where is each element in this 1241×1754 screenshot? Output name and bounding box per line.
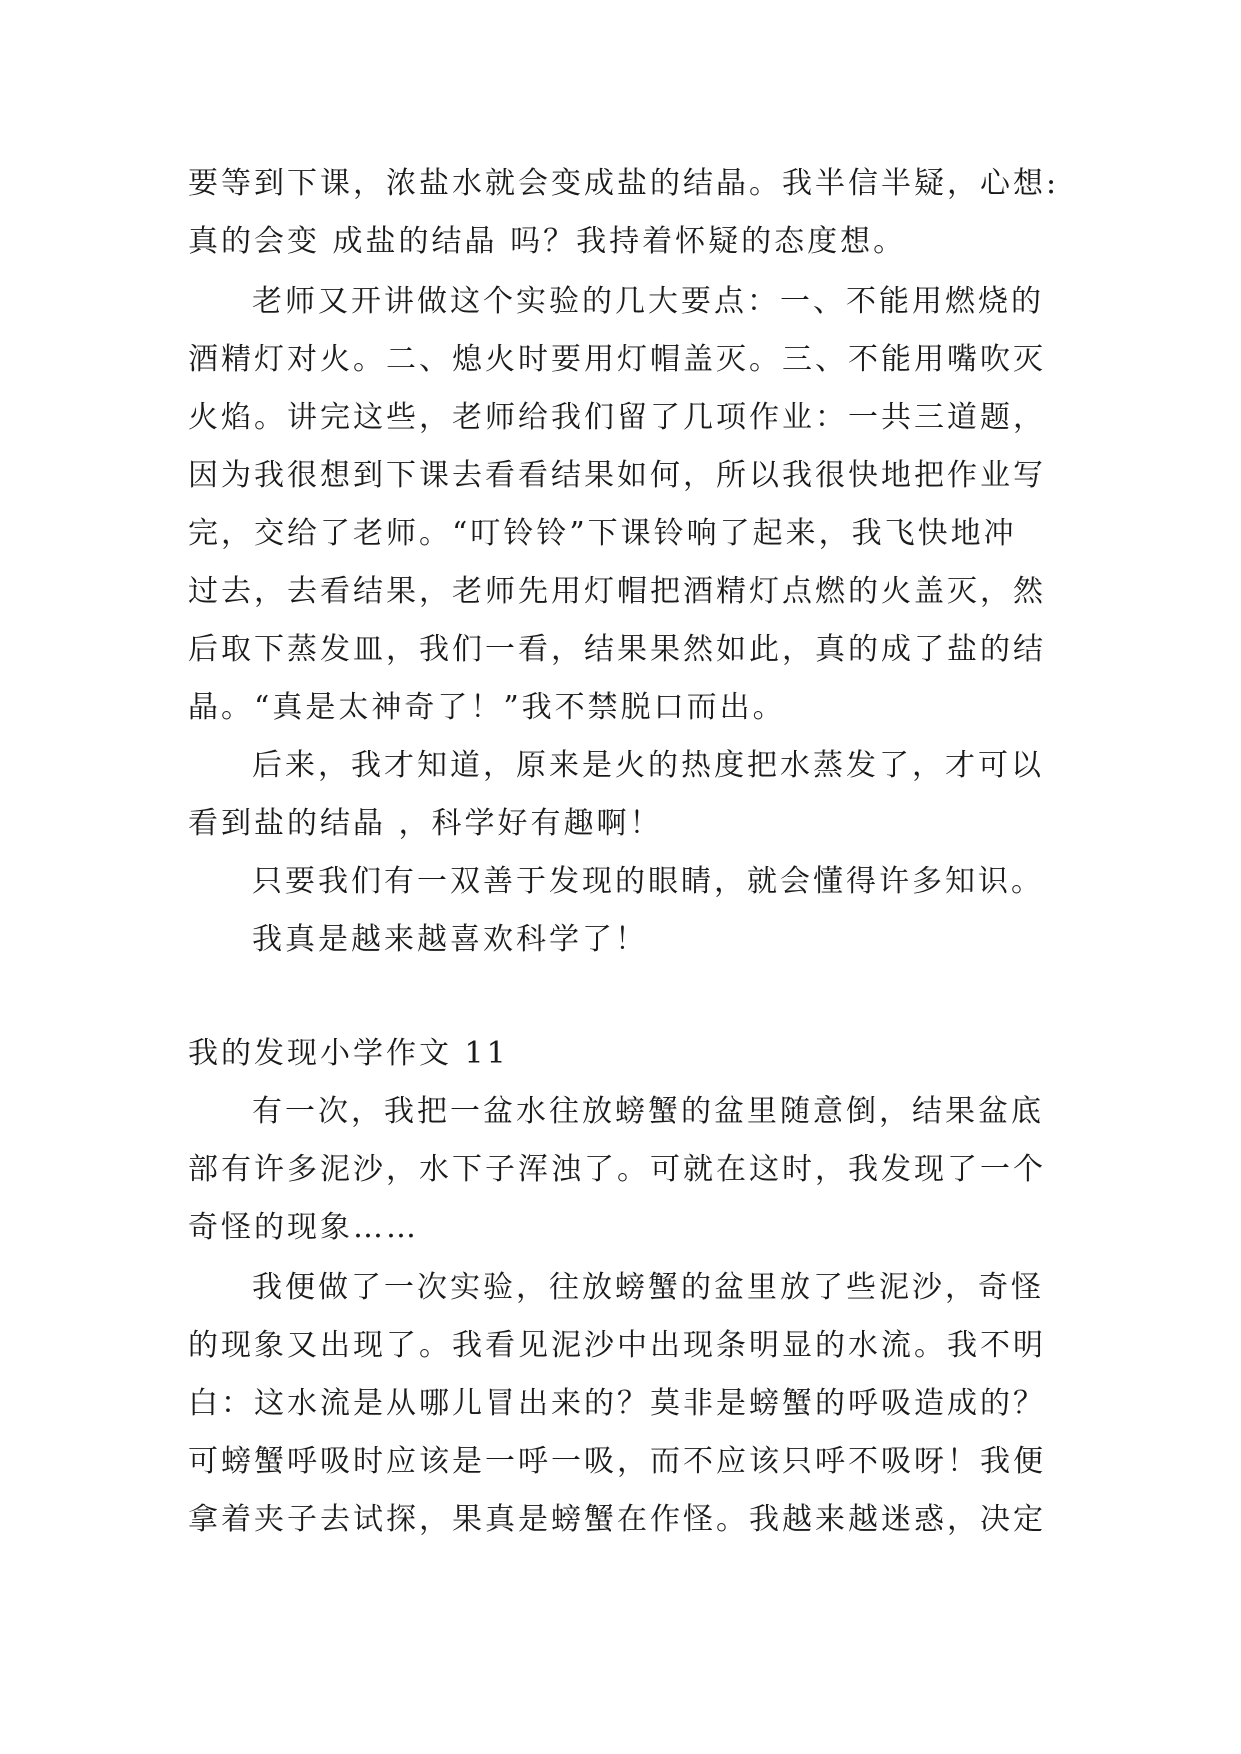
- text-line: 白：这水流是从哪儿冒出来的？莫非是螃蟹的呼吸造成的？: [188, 1386, 1046, 1421]
- text-line: 晶。“真是太神奇了！”我不禁脱口而出。: [188, 690, 786, 725]
- text-line: 部有许多泥沙，水下子浑浊了。可就在这时，我发现了一个: [188, 1152, 1046, 1187]
- paragraph-start: 只要我们有一双善于发现的眼睛，就会懂得许多知识。: [252, 864, 1044, 899]
- text-line: 奇怪的现象……: [188, 1210, 419, 1245]
- text-line: 可螃蟹呼吸时应该是一呼一吸，而不应该只呼不吸呀！我便: [188, 1444, 1046, 1479]
- paragraph-start: 后来，我才知道，原来是火的热度把水蒸发了，才可以: [252, 748, 1044, 783]
- essay-title: 我的发现小学作文 11: [188, 1036, 509, 1071]
- text-line: 拿着夹子去试探，果真是螃蟹在作怪。我越来越迷惑，决定: [188, 1502, 1046, 1537]
- text-line: 后取下蒸发皿，我们一看，结果果然如此，真的成了盐的结: [188, 632, 1046, 667]
- paragraph-start: 有一次，我把一盆水往放螃蟹的盆里随意倒，结果盆底: [252, 1094, 1044, 1129]
- paragraph-start: 老师又开讲做这个实验的几大要点：一、不能用燃烧的: [252, 284, 1044, 319]
- text-line: 过去，去看结果，老师先用灯帽把酒精灯点燃的火盖灭，然: [188, 574, 1046, 609]
- text-line: 完，交给了老师。“叮铃铃”下课铃响了起来，我飞快地冲: [188, 516, 1017, 551]
- text-line: 真的会变 成盐的结晶 吗？我持着怀疑的态度想。: [188, 224, 907, 259]
- text-line: 看到盐的结晶 ，科学好有趣啊！: [188, 806, 663, 841]
- paragraph-start: 我真是越来越喜欢科学了！: [252, 922, 648, 957]
- text-line: 要等到下课，浓盐水就会变成盐的结晶。我半信半疑，心想:: [188, 166, 1060, 201]
- text-line: 酒精灯对火。二、熄火时要用灯帽盖灭。三、不能用嘴吹灭: [188, 342, 1046, 377]
- text-line: 因为我很想到下课去看看结果如何，所以我很快地把作业写: [188, 458, 1046, 493]
- paragraph-start: 我便做了一次实验，往放螃蟹的盆里放了些泥沙，奇怪: [252, 1270, 1044, 1305]
- text-line: 火焰。讲完这些，老师给我们留了几项作业：一共三道题，: [188, 400, 1046, 435]
- text-line: 的现象又出现了。我看见泥沙中出现条明显的水流。我不明: [188, 1328, 1046, 1363]
